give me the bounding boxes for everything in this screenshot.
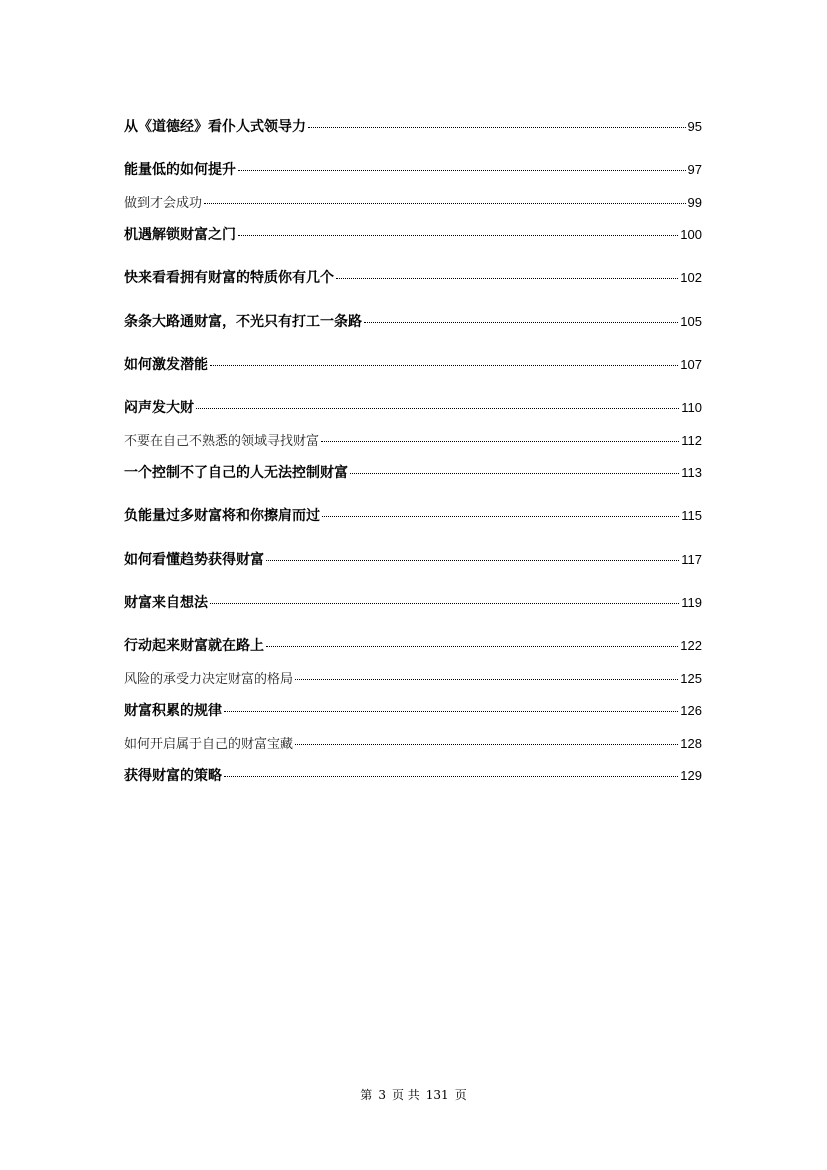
toc-entry-page: 102 — [680, 270, 702, 285]
toc-entry-title: 风险的承受力决定财富的格局 — [124, 672, 294, 687]
footer-total-pages: 131 — [425, 1088, 449, 1102]
dot-leader — [295, 663, 678, 680]
toc-entry[interactable] — [124, 428, 702, 449]
toc-entry-page: 119 — [681, 595, 702, 610]
toc-entry-page: 126 — [680, 703, 702, 718]
toc-entry[interactable] — [124, 395, 702, 417]
toc-entry-title: 能量低的如何提升 — [124, 162, 236, 178]
toc-entry-title: 快来看看拥有财富的特质你有几个 — [124, 270, 334, 286]
footer-suffix: 页 — [454, 1088, 467, 1102]
toc-entry-title: 财富积累的规律 — [124, 703, 222, 719]
toc-entry[interactable] — [124, 222, 702, 244]
toc-entry-title: 财富来自想法 — [124, 595, 208, 611]
toc-entry-page: 95 — [687, 119, 702, 134]
toc-entry-title: 从《道德经》看仆人式领导力 — [124, 119, 306, 135]
toc-entry-page: 112 — [681, 433, 702, 448]
dot-leader — [266, 544, 679, 561]
toc-entry-page: 107 — [680, 357, 702, 372]
footer-prefix: 第 — [360, 1088, 373, 1102]
dot-leader — [295, 728, 678, 745]
toc-entry-page: 115 — [681, 508, 702, 523]
toc-entry[interactable] — [124, 666, 702, 687]
toc-entry-page: 128 — [680, 736, 702, 751]
toc-entry-page: 117 — [681, 552, 702, 567]
toc-entry-page: 100 — [680, 227, 702, 242]
toc-entry[interactable] — [124, 460, 702, 482]
dot-leader — [308, 111, 686, 128]
toc-entry-page: 129 — [680, 768, 702, 783]
dot-leader — [196, 392, 679, 409]
dot-leader — [238, 219, 678, 236]
toc-entry-title: 闷声发大财 — [124, 400, 194, 416]
toc-entry-page: 99 — [687, 195, 702, 210]
toc-entry-title: 行动起来财富就在路上 — [124, 638, 264, 654]
toc-entry[interactable] — [124, 731, 702, 752]
toc-entry-title: 做到才会成功 — [124, 196, 203, 211]
toc-entry[interactable] — [124, 157, 702, 179]
toc-entry-page: 113 — [681, 465, 702, 480]
page-footer — [0, 1086, 827, 1103]
dot-leader — [224, 760, 678, 777]
toc-entry[interactable] — [124, 763, 702, 785]
toc-entry[interactable] — [124, 309, 702, 331]
dot-leader — [336, 262, 678, 279]
toc-entry[interactable] — [124, 352, 702, 374]
dot-leader — [204, 187, 686, 204]
toc-entry[interactable] — [124, 633, 702, 655]
dot-leader — [350, 457, 679, 474]
toc-entry-title: 负能量过多财富将和你擦肩而过 — [124, 508, 320, 524]
toc-entry[interactable] — [124, 265, 702, 287]
dot-leader — [322, 500, 679, 517]
dot-leader — [321, 425, 679, 442]
toc-entry-title: 如何看懂趋势获得财富 — [124, 552, 264, 568]
toc-entry-title: 如何激发潜能 — [124, 357, 208, 373]
toc-entry[interactable] — [124, 114, 702, 136]
toc-entry[interactable] — [124, 190, 702, 211]
toc-entry[interactable] — [124, 547, 702, 569]
dot-leader — [266, 630, 678, 647]
toc-entry-page: 97 — [687, 162, 702, 177]
dot-leader — [364, 306, 678, 323]
footer-middle: 页 共 — [391, 1088, 420, 1102]
toc-entry-title: 获得财富的策略 — [124, 768, 222, 784]
dot-leader — [224, 695, 678, 712]
toc-entry-page: 122 — [680, 638, 702, 653]
toc-entry-page: 125 — [680, 671, 702, 686]
toc-entry-title: 机遇解锁财富之门 — [124, 227, 236, 243]
dot-leader — [238, 154, 686, 171]
toc-entry-title: 不要在自己不熟悉的领域寻找财富 — [124, 434, 320, 449]
dot-leader — [210, 349, 678, 366]
dot-leader — [210, 587, 679, 604]
toc-entry-page: 105 — [680, 314, 702, 329]
toc-entry-title: 条条大路通财富，不光只有打工一条路 — [124, 314, 362, 330]
toc-entry[interactable] — [124, 698, 702, 720]
toc-entry-title: 一个控制不了自己的人无法控制财富 — [124, 465, 348, 481]
footer-current-page: 3 — [378, 1088, 386, 1102]
toc-entry[interactable] — [124, 503, 702, 525]
toc-entry-title: 如何开启属于自己的财富宝藏 — [124, 737, 294, 752]
toc-entry[interactable] — [124, 590, 702, 612]
toc-entry-page: 110 — [681, 400, 702, 415]
